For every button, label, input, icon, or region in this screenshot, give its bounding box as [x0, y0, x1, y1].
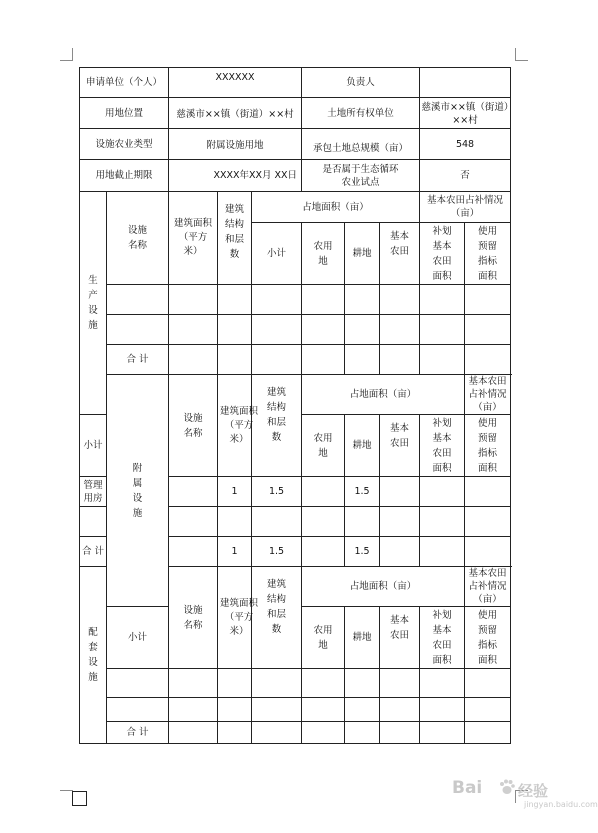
cell-facility-name[interactable]	[107, 698, 169, 722]
cell-subtotal[interactable]	[252, 669, 302, 698]
total-farmland[interactable]	[345, 345, 380, 375]
cell-agri-land[interactable]	[302, 315, 345, 345]
planned-area-header-text: 补划基本农田面积	[432, 417, 452, 474]
cell-farmland[interactable]	[345, 669, 380, 698]
section-2-title	[107, 375, 169, 607]
cell-basic-farmland[interactable]	[380, 669, 420, 698]
basic-compensation-header: 基本农田占补情况（亩）	[465, 375, 511, 415]
total-building-area[interactable]	[169, 345, 218, 375]
total-reserved-indicator[interactable]	[465, 722, 511, 744]
cell-basic-farmland[interactable]	[380, 477, 420, 507]
structure-header	[218, 192, 252, 285]
building-area-header-text: 建筑面积（平方米）	[174, 218, 213, 257]
facility-name-header	[169, 375, 218, 477]
building-area-header	[218, 375, 259, 477]
farmland-header-text: 耕地	[352, 632, 372, 643]
basic-farmland-header-text: 基本农田	[390, 615, 410, 641]
total-subtotal[interactable]: 1.5	[252, 537, 302, 567]
cell-planned-area[interactable]	[420, 477, 465, 507]
land-use-label-text: 用地位置	[104, 107, 143, 119]
building-area-header	[218, 567, 259, 669]
section-3-title-text: 配套设施	[88, 627, 98, 683]
cell-reserved-indicator[interactable]	[465, 315, 511, 345]
total-basic-farmland[interactable]	[380, 537, 420, 567]
total-structure[interactable]	[218, 345, 252, 375]
total-basic-farmland[interactable]	[380, 722, 420, 744]
building-area-header-text: 建筑面积（平方米）	[220, 405, 259, 445]
total-planned-area[interactable]	[420, 345, 465, 375]
owner-value[interactable]: 慈溪市××镇（街道）××村	[420, 98, 511, 129]
total-agri-land[interactable]	[302, 345, 345, 375]
building-area-header	[169, 192, 218, 285]
planned-area-header-text: 补划基本农田面积	[432, 609, 452, 666]
cell-reserved-indicator[interactable]	[465, 507, 511, 537]
header-row-date	[80, 160, 511, 192]
cell-facility-name[interactable]	[80, 507, 107, 537]
section-1-title-text: 生产设施	[88, 275, 98, 331]
cell-structure[interactable]	[218, 669, 252, 698]
text-cursor-box[interactable]	[72, 791, 87, 806]
cell-reserved-indicator[interactable]	[465, 698, 511, 722]
total-label: 合 计	[107, 722, 169, 744]
cell-subtotal[interactable]	[252, 507, 302, 537]
cell-subtotal[interactable]	[252, 285, 302, 315]
cell-subtotal[interactable]	[252, 698, 302, 722]
applicant-label: 申请单位（个人）	[80, 68, 169, 98]
reserved-indicator-header-text: 使用预留指标面积	[478, 225, 498, 282]
person-value[interactable]	[420, 68, 511, 98]
structure-header-text: 建筑结构和层数	[267, 387, 287, 443]
cell-facility-name[interactable]	[107, 669, 169, 698]
subtotal-header: 小计	[80, 415, 107, 477]
header-row-location	[80, 98, 511, 129]
cell-farmland[interactable]	[345, 315, 380, 345]
total-row	[80, 345, 511, 375]
paw-icon	[498, 778, 516, 796]
total-agri-land[interactable]	[302, 722, 345, 744]
total-label: 合 计	[107, 345, 169, 375]
land-use-label	[80, 98, 169, 129]
cell-planned-area[interactable]	[420, 507, 465, 537]
total-reserved-indicator[interactable]	[465, 345, 511, 375]
table-row	[80, 315, 511, 345]
cell-basic-farmland[interactable]	[380, 315, 420, 345]
baidu-jingyan-watermark	[452, 778, 598, 814]
crop-mark-top-left	[60, 48, 73, 61]
total-structure[interactable]: 1	[218, 537, 252, 567]
eco-value[interactable]: 否	[420, 160, 511, 192]
subtotal-header: 小计	[252, 223, 302, 285]
watermark-url: jingyan.baidu.com	[524, 800, 598, 809]
contract-scale-value[interactable]: 548	[420, 129, 511, 160]
section-1-title	[80, 192, 107, 415]
reserved-indicator-header	[465, 415, 511, 477]
basic-farmland-header	[380, 607, 420, 669]
cell-subtotal[interactable]: 1.5	[252, 477, 302, 507]
total-planned-area[interactable]	[420, 722, 465, 744]
table-row	[80, 698, 511, 722]
table-row	[80, 285, 511, 315]
farmland-header	[345, 607, 380, 669]
cell-reserved-indicator[interactable]	[465, 477, 511, 507]
total-farmland[interactable]	[345, 722, 380, 744]
farmland-header-text: 耕地	[352, 440, 372, 451]
occupied-area-header: 占地面积（亩）	[302, 375, 465, 415]
cell-planned-area[interactable]	[420, 285, 465, 315]
agri-land-header	[302, 607, 345, 669]
farmland-header-text: 耕地	[352, 248, 372, 259]
total-agri-land[interactable]	[302, 537, 345, 567]
cell-structure[interactable]	[218, 507, 252, 537]
facility-name-header-text: 设施名称	[127, 225, 147, 251]
building-area-header-text: 建筑面积（平方米）	[220, 597, 259, 637]
application-form-table	[79, 67, 511, 744]
planned-area-header	[420, 223, 465, 285]
header-row-type	[80, 129, 511, 160]
agri-land-header-text: 农用地	[313, 432, 333, 459]
reserved-indicator-header-text: 使用预留指标面积	[478, 417, 498, 474]
total-subtotal[interactable]	[252, 722, 302, 744]
contract-scale-label: 承包土地总规模（亩）	[302, 129, 420, 160]
cell-building-area[interactable]	[169, 698, 218, 722]
table-row	[80, 669, 511, 698]
person-label: 负责人	[302, 68, 420, 98]
agri-land-header	[302, 223, 345, 285]
cell-farmland[interactable]	[345, 507, 380, 537]
facility-type-label: 设施农业类型	[80, 129, 169, 160]
facility-type-value[interactable]: 附属设施用地	[169, 129, 302, 160]
facility-name-header	[107, 192, 169, 285]
total-planned-area[interactable]	[420, 537, 465, 567]
section-2-title-text: 附属设施	[132, 462, 143, 519]
end-date-label: 用地截止期限	[80, 160, 169, 192]
agri-land-header-text: 农用地	[313, 240, 333, 267]
cell-structure[interactable]	[218, 285, 252, 315]
total-building-area[interactable]	[169, 722, 218, 744]
total-farmland[interactable]: 1.5	[345, 537, 380, 567]
basic-compensation-header: 基本农田占补情况（亩）	[420, 192, 511, 223]
cell-building-area[interactable]	[169, 507, 218, 537]
planned-area-header-text: 补划基本农田面积	[432, 225, 452, 282]
basic-compensation-header: 基本农田占补情况（亩）	[465, 567, 511, 607]
planned-area-header	[420, 607, 465, 669]
land-use-value[interactable]: 慈溪市××镇（街道）××村	[169, 98, 302, 129]
watermark-brand: Bai	[452, 778, 483, 798]
owner-label: 土地所有权单位	[302, 98, 420, 129]
cell-building-area[interactable]	[169, 315, 218, 345]
cell-subtotal[interactable]	[252, 315, 302, 345]
header-row-applicant	[80, 68, 511, 98]
structure-header	[252, 375, 302, 477]
total-label: 合 计	[80, 537, 107, 567]
facility-name-header-text: 设施名称	[183, 604, 203, 631]
occupied-area-header: 占地面积（亩）	[252, 192, 420, 223]
cell-agri-land[interactable]	[302, 698, 345, 722]
cell-basic-farmland[interactable]	[380, 285, 420, 315]
applicant-value[interactable]: XXXXXX	[169, 68, 302, 98]
cell-structure[interactable]: 1	[218, 477, 252, 507]
cell-planned-area[interactable]	[420, 669, 465, 698]
eco-label-text: 是否属于生态循环农业试点	[322, 163, 399, 188]
total-basic-farmland[interactable]	[380, 345, 420, 375]
crop-mark-top-right	[515, 48, 528, 61]
occupied-area-header: 占地面积（亩）	[302, 567, 465, 607]
basic-farmland-header	[380, 223, 420, 285]
cell-structure[interactable]	[218, 315, 252, 345]
agri-land-header-text: 农用地	[313, 624, 333, 651]
cell-structure[interactable]	[218, 698, 252, 722]
cell-farmland[interactable]	[345, 698, 380, 722]
total-reserved-indicator[interactable]	[465, 537, 511, 567]
cell-farmland[interactable]	[345, 285, 380, 315]
cell-basic-farmland[interactable]	[380, 507, 420, 537]
cell-agri-land[interactable]	[302, 477, 345, 507]
reserved-indicator-header	[465, 223, 511, 285]
reserved-indicator-header-text: 使用预留指标面积	[478, 609, 498, 666]
cell-basic-farmland[interactable]	[380, 698, 420, 722]
cell-agri-land[interactable]	[302, 669, 345, 698]
farmland-header	[345, 415, 380, 477]
cell-facility-name[interactable]	[107, 315, 169, 345]
cell-reserved-indicator[interactable]	[465, 285, 511, 315]
planned-area-header	[420, 415, 465, 477]
agri-land-header	[302, 415, 345, 477]
cell-reserved-indicator[interactable]	[465, 669, 511, 698]
cell-planned-area[interactable]	[420, 698, 465, 722]
watermark-text: 经验	[518, 782, 549, 800]
cell-planned-area[interactable]	[420, 315, 465, 345]
cell-building-area[interactable]	[169, 285, 218, 315]
subtotal-header: 小计	[107, 607, 169, 669]
section-2-head-row-a	[80, 375, 511, 415]
total-building-area[interactable]	[169, 537, 218, 567]
structure-header-text: 建筑结构和层数	[225, 204, 245, 260]
section-1-head-row-a	[80, 192, 511, 223]
structure-header	[252, 567, 302, 669]
cell-building-area[interactable]	[169, 669, 218, 698]
basic-farmland-header-text: 基本农田	[390, 423, 410, 449]
total-row	[80, 722, 511, 744]
cell-building-area[interactable]	[169, 477, 218, 507]
cell-agri-land[interactable]	[302, 507, 345, 537]
eco-label	[302, 160, 420, 192]
cell-farmland[interactable]: 1.5	[345, 477, 380, 507]
end-date-value[interactable]: XXXX年XX月 XX日	[169, 160, 302, 192]
facility-name-header-text: 设施名称	[183, 412, 203, 439]
cell-facility-name[interactable]: 管理用房	[80, 477, 107, 507]
structure-header-text: 建筑结构和层数	[267, 579, 287, 635]
reserved-indicator-header	[465, 607, 511, 669]
total-subtotal[interactable]	[252, 345, 302, 375]
basic-farmland-header-text: 基本农田	[390, 231, 410, 257]
facility-name-header	[169, 567, 218, 669]
cell-facility-name[interactable]	[107, 285, 169, 315]
basic-farmland-header	[380, 415, 420, 477]
farmland-header	[345, 223, 380, 285]
total-structure[interactable]	[218, 722, 252, 744]
section-3-title	[80, 567, 107, 744]
cell-agri-land[interactable]	[302, 285, 345, 315]
